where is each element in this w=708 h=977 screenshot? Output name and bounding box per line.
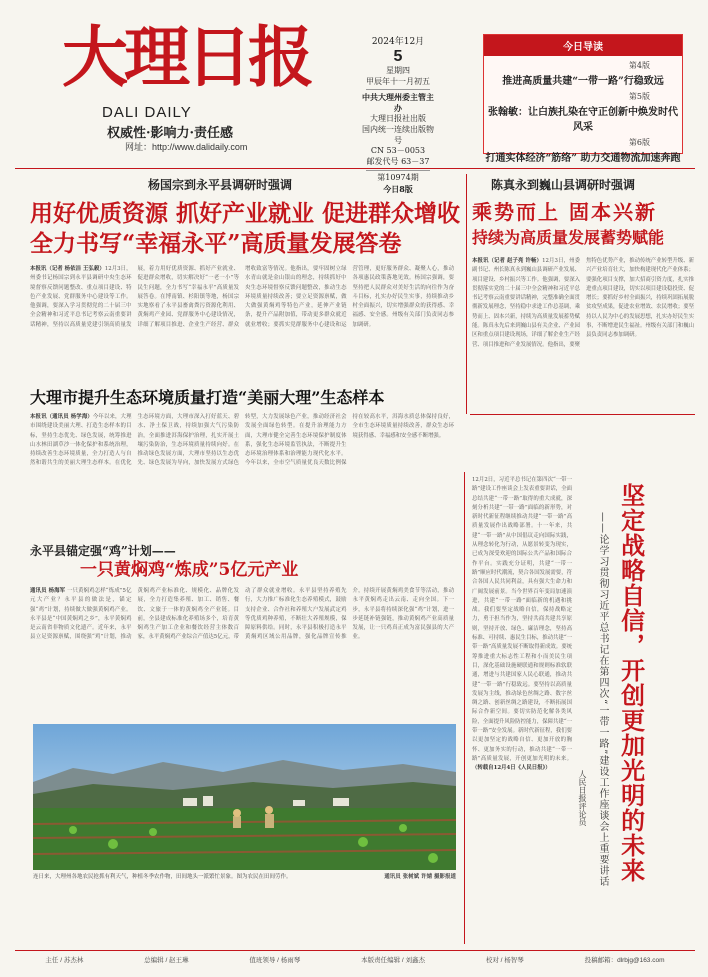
lead-kicker: 杨国宗到永平县调研时强调 bbox=[148, 178, 293, 192]
guide-title: 今日导读 bbox=[484, 35, 682, 56]
right-body bbox=[472, 257, 694, 411]
post-code: 邮发代号 63－37 bbox=[366, 157, 430, 167]
footer-email[interactable]: 投稿邮箱：dlrbjg@163.com bbox=[584, 956, 665, 964]
chicken-kicker: 永平县锚定强“鸡”计划—— bbox=[30, 544, 176, 558]
guide-page: 第5版 bbox=[628, 92, 650, 101]
chicken-text: 一只黄焖鸡怎样“炼成”5亿元大产业？永平县的做法是，锚定强“鸡”计划，持续做大做强黄焖鸡产业。永平县是“中国黄焖鸡之乡”，永平黄焖鸡是云南省非物质文化遗产。近年来，永平县立足资源禀赋，围绕强“鸡”计划，推动黄焖鸡产业标准化、规模化、品牌化发展，全力打造集养殖、加工、销售、餐饮、文旅于一体的黄焖鸡全产业链。目前，全县建成标准化养殖场多个，培育黄焖鸡生产加工企业和餐饮经营主体数百家，永平黄焖鸡产业综合产值达5亿元，带动了群众就业增收。永平县坚持养殖先行，大力推广标准化生态养殖模式，鼓励支持企业、合作社和养殖大户发展武定鸡等优质鸡种养殖，不断壮大养殖规模，保障原料供给。同时，永平县积极打造永平黄焖鸡区域公用品牌，强化品牌宣传推介，持续开展黄焖鸡美食节等活动，推动永平黄焖鸡走出云南、走向全国。下一步，永平县将持续深化强“鸡”计划，进一步延链补链强链，推动黄焖鸡产业高质量发展，让一只鸡真正成为富民强县的大产业。 bbox=[30, 588, 454, 641]
day-number: 5 bbox=[393, 48, 403, 66]
ecology-byline: 本报讯（通讯员 杨学海） bbox=[30, 414, 93, 420]
ecology-body bbox=[30, 413, 454, 531]
footer-item: 本版责任编辑 / 刘鑫杰 bbox=[361, 956, 426, 964]
chicken-body bbox=[30, 587, 454, 717]
masthead-logo[interactable]: 大理日报 bbox=[62, 18, 310, 96]
publisher-2: 大理日报社出版 bbox=[370, 113, 426, 123]
masthead-divider bbox=[15, 168, 695, 169]
english-name: DALI DAILY bbox=[102, 104, 192, 121]
lunar-date: 甲辰年十一月初五 bbox=[366, 76, 430, 86]
section-divider bbox=[470, 414, 695, 415]
date-block bbox=[360, 36, 436, 195]
commentary-body bbox=[472, 476, 572, 946]
lead-headline-1[interactable]: 用好优质资源 抓好产业就业 促进群众增收 bbox=[30, 200, 461, 227]
right-byline: 本报讯（记者 赵子亮 许畅） bbox=[472, 258, 543, 264]
footer-item: 主任 / 苏杰林 bbox=[45, 956, 84, 964]
column-divider bbox=[464, 472, 465, 944]
today-guide bbox=[483, 34, 683, 164]
cn-label: 国内统一连续出版物号 bbox=[362, 124, 434, 145]
page-count: 今日8版 bbox=[383, 183, 413, 194]
cn-code: CN 53－0053 bbox=[370, 146, 426, 156]
issue-number: 第10974期 bbox=[377, 172, 419, 182]
footer-item: 总编辑 / 赵王琳 bbox=[144, 956, 189, 964]
year-month: 2024年12月 bbox=[371, 37, 425, 47]
guide-item[interactable]: 推进高质量共建“一带一路”行稳致远 bbox=[502, 76, 664, 87]
chicken-reporters: 通讯员 杨海军 bbox=[30, 588, 66, 594]
right-text: 12月3日，州委副书记、州长陈真永到巍山县调研产业发展、项目建设、乡村振兴等工作。他强调，要深入贯彻落实党的二十届三中全会精神和习近平总书记考察云南重要讲话精神，完整准确全面贯彻新发展理念，坚持稳中求进工作总基调，乘势而上、固本兴新，持续为高质量发展蓄势赋能。陈真永先后来到巍山县有关企业、产业园区和重点项目建设现场，详细了解企业生产经营、项目推进和产业发展情况。他指出，要聚焦特色优势产业，推动传统产业转型升级、新兴产业培育壮大，加快构建现代化产业体系；要强化项目支撑，加大招商引资力度，扎实推进重点项目建设，切实以项目建设稳投资、促增长；要抓好乡村全面振兴，持续巩固拓展脱贫攻坚成果，促进农业增效、农民增收；要坚持以人民为中心的发展思想，扎实办好民生实事，不断增进民生福祉。州级有关部门和巍山县负责同志参加调研。 bbox=[472, 258, 694, 348]
farm-photo-illustration bbox=[33, 724, 456, 870]
ecology-headline[interactable]: 大理市提升生态环境质量打造“美丽大理”生态样本 bbox=[30, 388, 385, 407]
guide-page: 第6版 bbox=[628, 138, 650, 147]
lead-byline: 本报讯（记者 杨依洁 王弘毅） bbox=[30, 266, 105, 272]
right-headline-2[interactable]: 持续为高质量发展蓄势赋能 bbox=[472, 228, 665, 247]
footer-credits bbox=[15, 950, 695, 967]
commentary-reprint: （转载自12月4日《人民日报》） bbox=[472, 765, 551, 772]
footer-item: 值班领导 / 杨雨琴 bbox=[249, 956, 301, 964]
right-headline-1[interactable]: 乘势而上 固本兴新 bbox=[472, 200, 657, 224]
ecology-text: 今年以来，大理市围绕建设美丽大理、打造生态样本的目标，坚持生态优先、绿色发展，统筹推进山水林田湖草沙一体化保护和系统治理，持续改善生态环境质量，全力打造人与自然和谐共生的美丽大理生态样本。在优化生态环境方面，大理市深入打好蓝天、碧水、净土保卫战，持续加强大气污染防治，全面推进洱海保护治理，扎实开展土壤污染防治，生态环境质量持续向好。在推动绿色发展方面，大理市坚持以生态优先、绿色发展为导向，加快发展方式绿色转型，大力发展绿色产业，推动经济社会发展全面绿色转型。在提升治理能力方面，大理市健全完善生态环境保护制度体系，强化生态环境监管执法，不断提升生态环境治理体系和治理能力现代化水平。今年以来，全市空气质量优良天数比例保持在较高水平，洱海水质总体保持良好，全市生态环境质量持续改善，群众生态环境获得感、幸福感和安全感不断增强。 bbox=[30, 414, 454, 467]
guide-item[interactable]: 打通实体经济“筋络” 助力交通物流加速奔跑 bbox=[485, 153, 681, 164]
weekday: 星期四 bbox=[386, 65, 410, 75]
guide-item[interactable]: 张翰敏：让白族扎染在守正创新中焕发时代风采 bbox=[488, 107, 678, 133]
website-link[interactable]: 网址：http://www.dalidaily.com bbox=[125, 142, 248, 152]
commentary-text: 12月2日，习近平总书记在第四次“一带一路”建设工作座谈会上发表重要讲话，全面总结共建“一带一路”取得的重大成就，深刻分析共建“一带一路”面临的新形势，对新时代新征程继续推动共建“一带一路”高质量发展作出战略部署。十一年来，共建“一带一路”从中国倡议走向国际实践，从理念转化为行动，从愿景转变为现实，已成为深受欢迎的国际公共产品和国际合作平台。实践充分证明，共建“一带一路”顺应时代潮流，契合各国发展需要，符合各国人民共同利益，具有强大生命力和广阔发展前景。当今世界百年变局加速演进，共建“一带一路”面临新的机遇和挑战。我们要坚定战略自信，保持战略定力，勇于担当作为，坚持共商共建共享原则，坚持开放、绿色、廉洁理念，坚持高标准、可持续、惠民生目标，推动共建“一带一路”高质量发展不断取得新成效。要统筹推进重大标志性工程和小而美民生项目，深化基础设施硬联通和规则标准软联通，增进与共建国家人民心联通，推动共建“一带一路”行稳致远。要坚持以高质量发展为主线，推动绿色丝绸之路、数字丝绸之路、创新丝绸之路建设，不断拓展国际合作新空间。要切实防范化解各类风险，全面提升风险防控能力，保障共建“一带一路”安全发展。新时代新征程，我们要以更加坚定的战略自信、更加开放的胸怀、更加务实的行动，推动共建“一带一路”高质量发展，开创更加光明的未来。 bbox=[472, 477, 572, 762]
photo-caption-text: 连日来，大理州各地农民抢抓有利天气，种植冬季农作物，田间地头一派繁忙景象。图为农民在田间劳作。 bbox=[33, 874, 292, 880]
lead-body bbox=[30, 265, 454, 377]
guide-page: 第4版 bbox=[628, 61, 650, 70]
commentary-source: 人民日报评论员 bbox=[578, 770, 587, 826]
publisher-1: 中共大理州委主管主办 bbox=[362, 92, 434, 114]
slogan: 权威性·影响力·责任感 bbox=[107, 126, 234, 141]
column-divider bbox=[466, 174, 467, 414]
lead-text: 12月3日，州委书记杨国宗到永平县调研中央生态环境督察反馈问题整改、重点项目建设、特色产业发展、党群服务中心建设等工作。他强调，要深入学习贯彻党的二十届三中全会精神和习近平总书记考察云南重要讲话精神，坚持以高质量党建引领高质量发展，着力用好优质资源、抓好产业就业、促进群众增收，切实解决好“一老一小”等民生问题，全力书写“幸福永平”高质量发展答卷。在博南镇、杉阳镇等地，杨国宗实地察看了永平县畜禽粪污资源化利用、黄焖鸡产业园、党群服务中心建设情况，详细了解项目推进、企业生产经营、群众增收致富等情况。他指出，要牢固树立绿水青山就是金山银山的理念，持续抓好中央生态环境督察反馈问题整改，推动生态环境质量持续改善；要立足资源禀赋，做大做强黄焖鸡等特色产业，延伸产业链条，提升产品附加值，带动更多群众就近就业增收；要抓实党群服务中心建设和运营管理，更好服务群众、凝聚人心，推动各项惠民政策落地见效。杨国宗强调，要坚持把人民群众对美好生活的向往作为奋斗目标，扎实办好民生实事，持续推动乡村全面振兴，切实增强群众的获得感、幸福感、安全感。州级有关部门负责同志参加调研。 bbox=[30, 266, 454, 328]
footer-item: 校对 / 杨智琴 bbox=[485, 956, 524, 964]
commentary-subtitle: ——论学习贯彻习近平总书记在第四次“一带一路”建设工作座谈会上重要讲话 bbox=[597, 512, 608, 888]
lead-headline-2[interactable]: 全力书写“幸福永平”高质量发展答卷 bbox=[30, 230, 402, 257]
farm-photo bbox=[33, 724, 456, 870]
chicken-headline[interactable]: 一只黄焖鸡“炼成”5亿元产业 bbox=[80, 560, 299, 580]
commentary-headline[interactable]: 坚定战略自信，开创更加光明的未来 bbox=[616, 483, 646, 883]
photo-caption bbox=[33, 873, 456, 881]
photo-credit: 通讯员 张树斌 许婧 摄影报道 bbox=[384, 874, 456, 880]
right-kicker: 陈真永到巍山县调研时强调 bbox=[491, 178, 636, 192]
